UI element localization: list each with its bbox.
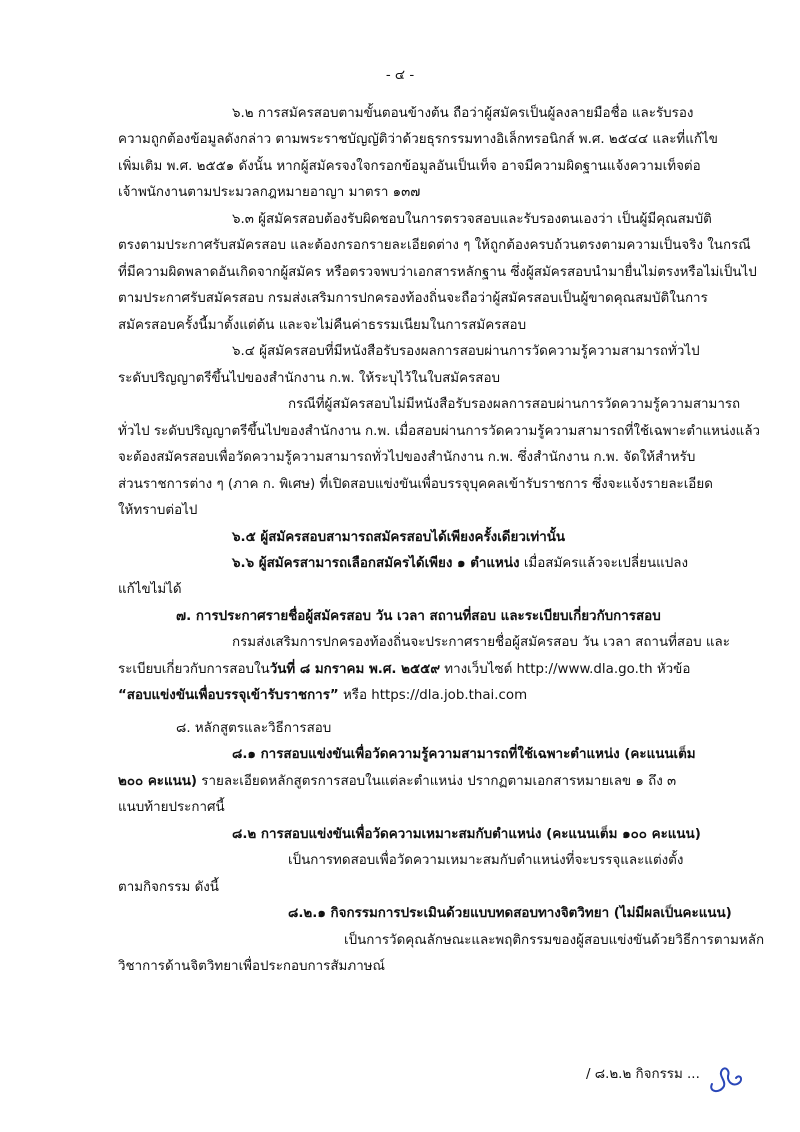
paragraph-line: วิชาการด้านจิตวิทยาเพื่อประกอบการสัมภาษณ์ <box>118 959 385 974</box>
paragraph-line: เจ้าพนักงานตามประมวลกฎหมายอาญา มาตรา ๑๓๗ <box>118 185 421 200</box>
plain-phrase: ทางเว็บไซต์ http://www.dla.go.th หัวข้อ <box>440 662 691 677</box>
plain-phrase: เมื่อสมัครแล้วจะเปลี่ยนแปลง <box>519 556 688 571</box>
plain-phrase: ระเบียบเกี่ยวกับการสอบใน <box>118 662 270 677</box>
paragraph-line: ให้ทราบต่อไป <box>118 503 198 518</box>
paragraph-line: แก้ไขไม่ได้ <box>118 582 182 597</box>
continuation-text: / ๘.๒.๒ กิจกรรม ... <box>586 1067 700 1082</box>
section-heading: ๘. หลักสูตรและวิธีการสอบ <box>176 721 332 736</box>
paragraph-line: ตามประกาศรับสมัครสอบ กรมส่งเสริมการปกครองท้องถิ่นจะถือว่าผู้สมัครสอบเป็นผู้ขาดคุณสมบัติในการ <box>118 291 708 306</box>
paragraph-line: ๖.๓ ผู้สมัครสอบต้องรับผิดชอบในการตรวจสอบและรับรองตนเองว่า เป็นผู้มีคุณสมบัติ <box>232 212 712 227</box>
paragraph-line: ความถูกต้องข้อมูลดังกล่าว ตามพระราชบัญญัติว่าด้วยธุรกรรมทางอิเล็กทรอนิกส์ พ.ศ. ๒๕๔๔ และที่แก้ไข <box>118 132 718 147</box>
bold-phrase: วันที่ ๘ มกราคม พ.ศ. ๒๕๕๙ <box>269 662 441 677</box>
bold-phrase: “สอบแข่งขันเพื่อบรรจุเข้ารับราชการ” <box>118 688 339 703</box>
signature-mark <box>706 1062 748 1096</box>
paragraph-line <box>118 772 676 792</box>
paragraph-line <box>232 554 688 574</box>
paragraph-line: ที่มีความผิดพลาดอันเกิดจากผู้สมัคร หรือตรวจพบว่าเอกสารหลักฐาน ซึ่งผู้สมัครสอบนำมายื่นไม่ตรงหรือไม่เป็นไป <box>118 265 757 280</box>
paragraph-line: เพิ่มเติม พ.ศ. ๒๕๕๑ ดังนั้น หากผู้สมัครจงใจกรอกข้อมูลอันเป็นเท็จ อาจมีความผิดฐานแจ้งความเท็จต่อ <box>118 159 701 174</box>
section-heading: ๗. การประกาศรายชื่อผู้สมัครสอบ วัน เวลา สถานที่สอบ และระเบียบเกี่ยวกับการสอบ <box>176 609 661 624</box>
plain-phrase: รายละเอียดหลักสูตรการสอบในแต่ละตำแหน่ง ปรากฏตามเอกสารหมายเลข ๑ ถึง ๓ <box>197 774 677 789</box>
bold-phrase: ๒๐๐ คะแนน) <box>118 774 198 789</box>
paragraph-line: กรมส่งเสริมการปกครองท้องถิ่นจะประกาศรายชื่อผู้สมัครสอบ วัน เวลา สถานที่สอบ และ <box>232 635 730 650</box>
section-heading: ๘.๑ การสอบแข่งขันเพื่อวัดความรู้ความสามารถที่ใช้เฉพาะตำแหน่ง (คะแนนเต็ม <box>232 747 696 762</box>
bold-phrase: ๖.๖ ผู้สมัครสามารถเลือกสมัครได้เพียง ๑ ตำแหน่ง <box>232 556 520 571</box>
paragraph-line: จะต้องสมัครสอบเพื่อวัดความรู้ความสามารถทั่วไปของสำนักงาน ก.พ. ซึ่งสำนักงาน ก.พ. จัดให้สำหรับ <box>118 450 696 465</box>
paragraph-line: ๖.๒ การสมัครสอบตามขั้นตอนข้างต้น ถือว่าผู้สมัครเป็นผู้ลงลายมือชื่อ และรับรอง <box>232 106 694 121</box>
section-heading: ๘.๒.๑ กิจกรรมการประเมินด้วยแบบทดสอบทางจิตวิทยา (ไม่มีผลเป็นคะแนน) <box>288 906 732 921</box>
paragraph-line: ทั่วไป ระดับปริญญาตรีขึ้นไปของสำนักงาน ก.พ. เมื่อสอบผ่านการวัดความรู้ความสามารถที่ใช้เฉพาะตำแหน่งแล้ว <box>118 424 761 439</box>
paragraph-line: กรณีที่ผู้สมัครสอบไม่มีหนังสือรับรองผลการสอบผ่านการวัดความรู้ความสามารถ <box>288 397 741 412</box>
paragraph-line: ๖.๔ ผู้สมัครสอบที่มีหนังสือรับรองผลการสอบผ่านการวัดความรู้ความสามารถทั่วไป <box>232 344 700 359</box>
plain-phrase: หรือ https://dla.job.thai.com <box>338 688 528 703</box>
page-number: - ๔ - <box>385 68 415 83</box>
paragraph-line: ตามกิจกรรม ดังนี้ <box>118 880 219 895</box>
paragraph-line: เป็นการวัดคุณลักษณะและพฤติกรรมของผู้สอบแข่งขันด้วยวิธีการตามหลัก <box>344 933 765 948</box>
paragraph-line: ส่วนราชการต่าง ๆ (ภาค ก. พิเศษ) ที่เปิดสอบแข่งขันเพื่อบรรจุบุคคลเข้ารับราชการ ซึ่งจะแจ้งรายละเอียด <box>118 477 713 492</box>
paragraph-line: เป็นการทดสอบเพื่อวัดความเหมาะสมกับตำแหน่งที่จะบรรจุและแต่งตั้ง <box>288 853 684 868</box>
paragraph-line: ระดับปริญญาตรีขึ้นไปของสำนักงาน ก.พ. ให้ระบุไว้ในใบสมัครสอบ <box>118 371 500 386</box>
paragraph-line <box>118 660 690 680</box>
paragraph-line: สมัครสอบครั้งนี้มาตั้งแต่ต้น และจะไม่คืนค่าธรรมเนียมในการสมัครสอบ <box>118 318 527 333</box>
paragraph-line: แนบท้ายประกาศนี้ <box>118 800 225 815</box>
paragraph-line <box>118 686 527 706</box>
section-heading: ๖.๕ ผู้สมัครสอบสามารถสมัครสอบได้เพียงครั้งเดียวเท่านั้น <box>232 530 566 545</box>
section-heading: ๘.๒ การสอบแข่งขันเพื่อวัดความเหมาะสมกับตำแหน่ง (คะแนนเต็ม ๑๐๐ คะแนน) <box>232 827 701 842</box>
paragraph-line: ตรงตามประกาศรับสมัครสอบ และต้องกรอกรายละเอียดต่าง ๆ ให้ถูกต้องครบถ้วนตรงตามความเป็นจริง ในกรณี <box>118 238 751 253</box>
